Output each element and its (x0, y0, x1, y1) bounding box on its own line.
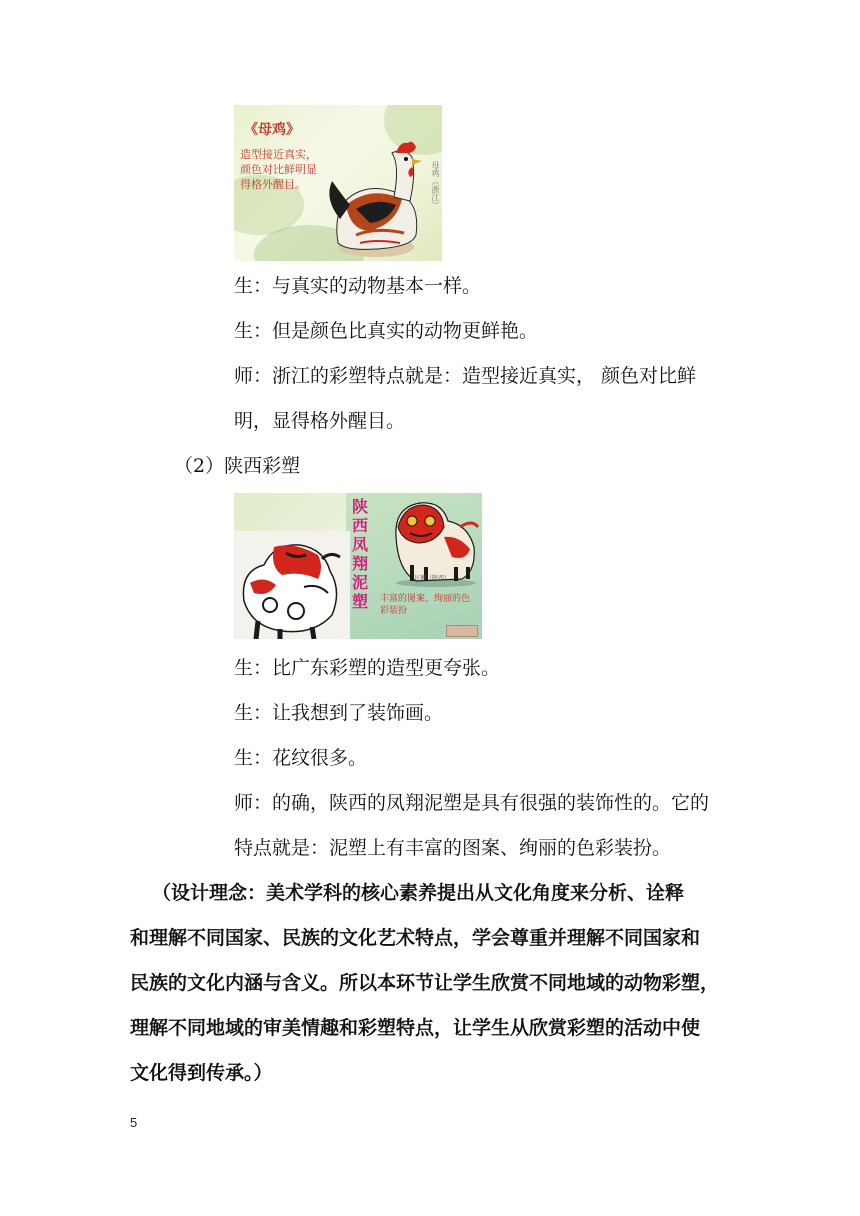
design-note-line: 民族的文化内涵与含义。所以本环节让学生欣赏不同地域的动物彩塑， (130, 972, 720, 994)
shaanxi-figurine-image (234, 493, 482, 639)
image-vertical-title: 陕西凤翔泥塑 (352, 497, 369, 611)
dialogue-line: 特点就是：泥塑上有丰富的图案、绚丽的色彩装扮。 (234, 837, 672, 859)
stamp-mark (446, 625, 478, 637)
image-description: 造型接近真实，颜色对比鲜明显得格外醒目。 (240, 148, 317, 191)
dialogue-line: 明，显得格外醒目。 (234, 410, 406, 432)
image-small-label: 瓦狮（陕西） (414, 575, 451, 582)
dialogue-line: 生：让我想到了装饰画。 (234, 702, 444, 724)
dialogue-line: 生：比广东彩塑的造型更夸张。 (234, 657, 501, 679)
dialogue-line: 生：但是颜色比真实的动物更鲜艳。 (234, 320, 539, 342)
dialogue-line: 生：与真实的动物基本一样。 (234, 275, 482, 297)
section-heading: （2）陕西彩塑 (174, 455, 301, 477)
page-number: 5 (130, 1115, 138, 1130)
hen-figurine-image (234, 105, 442, 261)
hen-illustration (316, 135, 432, 259)
dialogue-line: 生：花纹很多。 (234, 747, 368, 769)
design-note-line: （设计理念：美术学科的核心素养提出从文化角度来分析、诠释 (152, 882, 685, 904)
image-title: 《母鸡》 (244, 122, 300, 138)
design-note-line: 文化得到传承。） (130, 1062, 273, 1084)
dialogue-line: 师：的确，陕西的凤翔泥塑是具有很强的装饰性的。它的 (234, 792, 710, 814)
image-caption: 丰富的图案、绚丽的色彩装扮 (380, 594, 471, 616)
dialogue-line: 师：浙江的彩塑特点就是：造型接近真实， 颜色对比鲜 (234, 365, 697, 387)
design-note-line: 理解不同地域的审美情趣和彩塑特点，让学生从欣赏彩塑的活动中使 (130, 1017, 701, 1039)
horse-illustration (234, 531, 350, 639)
image-side-label: 母鸡（浙江） (431, 161, 440, 209)
design-note-line: 和理解不同国家、民族的文化艺术特点，学会尊重并理解不同国家和 (130, 927, 701, 949)
